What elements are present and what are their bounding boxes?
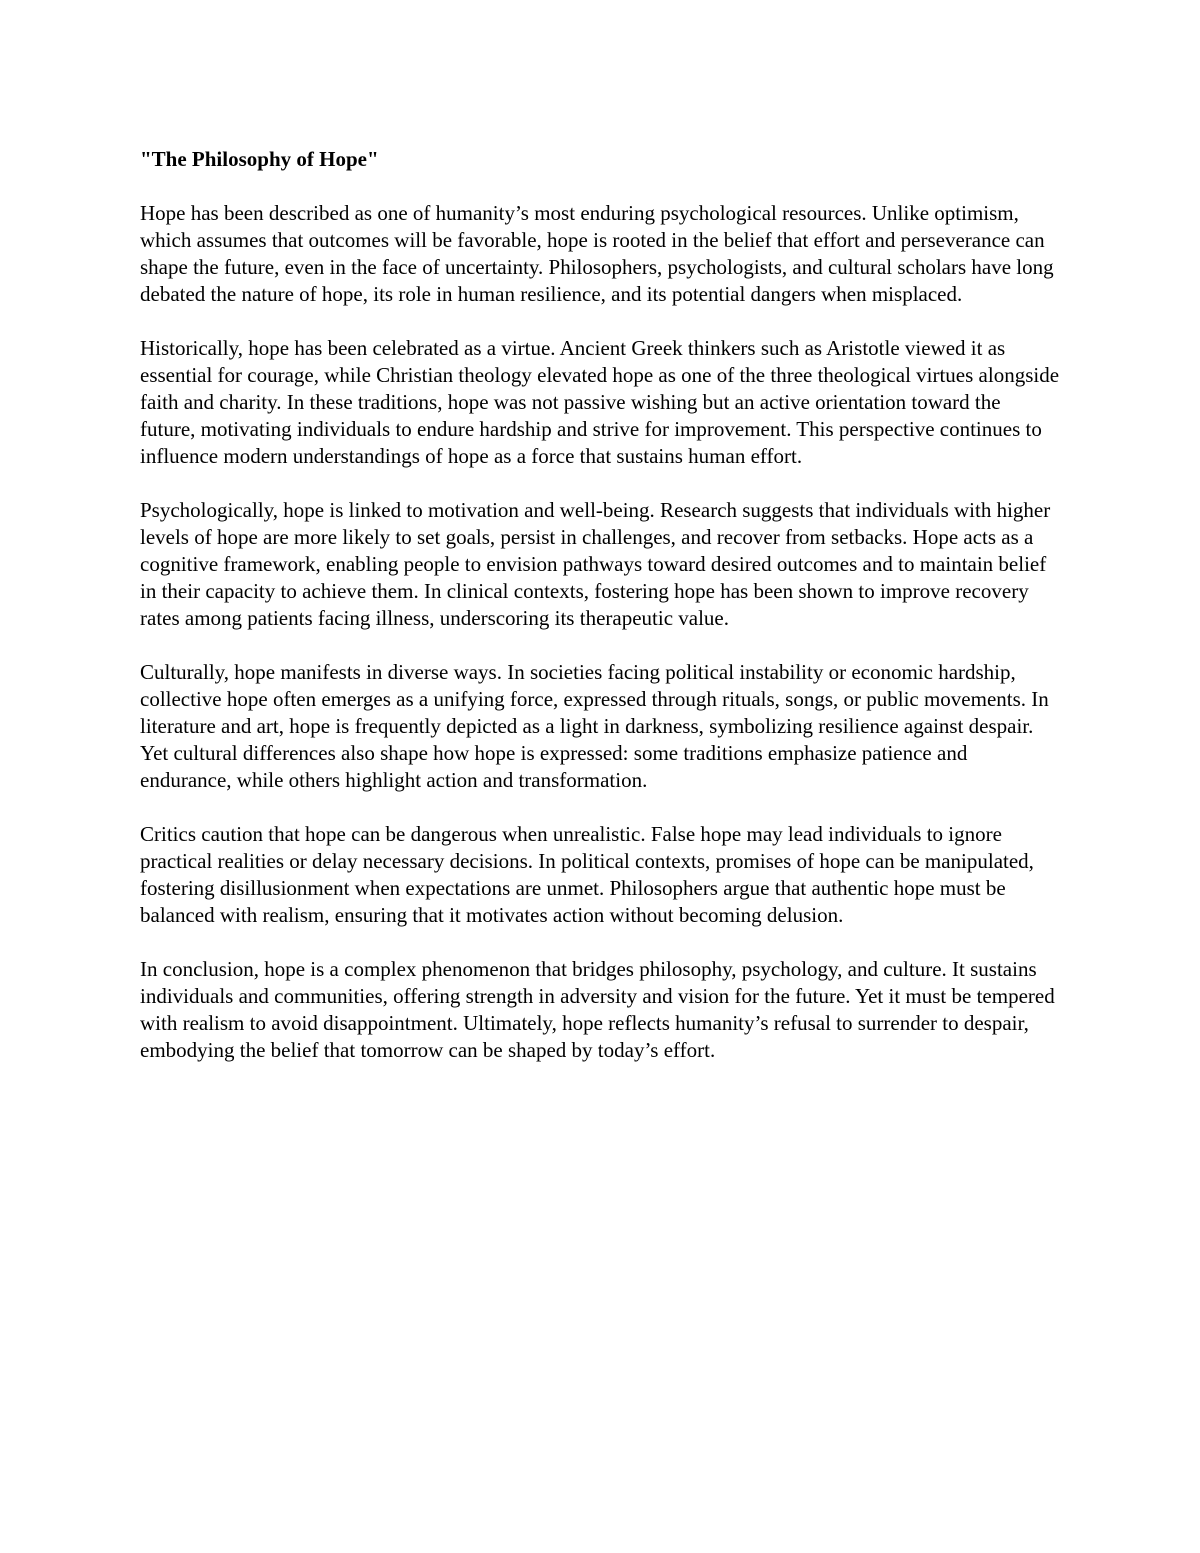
paragraph-cultural: Culturally, hope manifests in diverse ways. In societies facing political instability or economic hardship, collective hope often emerges as a unifying force, expressed through rituals, songs, or public movements. In literature and art, hope is frequently depicted as a light in darkness, symbolizing resilience against despair. Yet cultural differences also shape how hope is expressed: some traditions emphasize patience and endurance, while others highlight action and transformation. (140, 660, 1049, 792)
paragraph-critics: Critics caution that hope can be dangerous when unrealistic. False hope may lead individuals to ignore practical realities or delay necessary decisions. In political contexts, promises of hope can be manipulated, fostering disillusionment when expectations are unmet. Philosophers argue that authentic hope must be balanced with realism, ensuring that it motivates action without becoming delusion. (140, 822, 1034, 927)
paragraph-psychological: Psychologically, hope is linked to motivation and well-being. Research suggests that individuals with higher levels of hope are more likely to set goals, persist in challenges, and recover from setbacks. Hope acts as a cognitive framework, enabling people to envision pathways toward desired outcomes and to maintain belief in their capacity to achieve them. In clinical contexts, fostering hope has been shown to improve recovery rates among patients facing illness, underscoring its therapeutic value. (140, 498, 1051, 630)
document-body (140, 146, 1060, 1091)
document-title: "The Philosophy of Hope" (140, 147, 379, 171)
paragraph-historical: Historically, hope has been celebrated as a virtue. Ancient Greek thinkers such as Aristotle viewed it as essential for courage, while Christian theology elevated hope as one of the three theological virtues alongside faith and charity. In these traditions, hope was not passive wishing but an active orientation toward the future, motivating individuals to endure hardship and strive for improvement. This perspective continues to influence modern understandings of hope as a force that sustains human effort. (140, 336, 1060, 468)
paragraph-conclusion: In conclusion, hope is a complex phenomenon that bridges philosophy, psychology, and culture. It sustains individuals and communities, offering strength in adversity and vision for the future. Yet it must be tempered with realism to avoid disappointment. Ultimately, hope reflects humanity’s refusal to surrender to despair, embodying the belief that tomorrow can be shaped by today’s effort. (140, 957, 1055, 1062)
paragraph-introduction: Hope has been described as one of humanity’s most enduring psychological resources. Unlike optimism, which assumes that outcomes will be favorable, hope is rooted in the belief that effort and perseverance can shape the future, even in the face of uncertainty. Philosophers, psychologists, and cultural scholars have long debated the nature of hope, its role in human resilience, and its potential dangers when misplaced. (140, 201, 1054, 306)
